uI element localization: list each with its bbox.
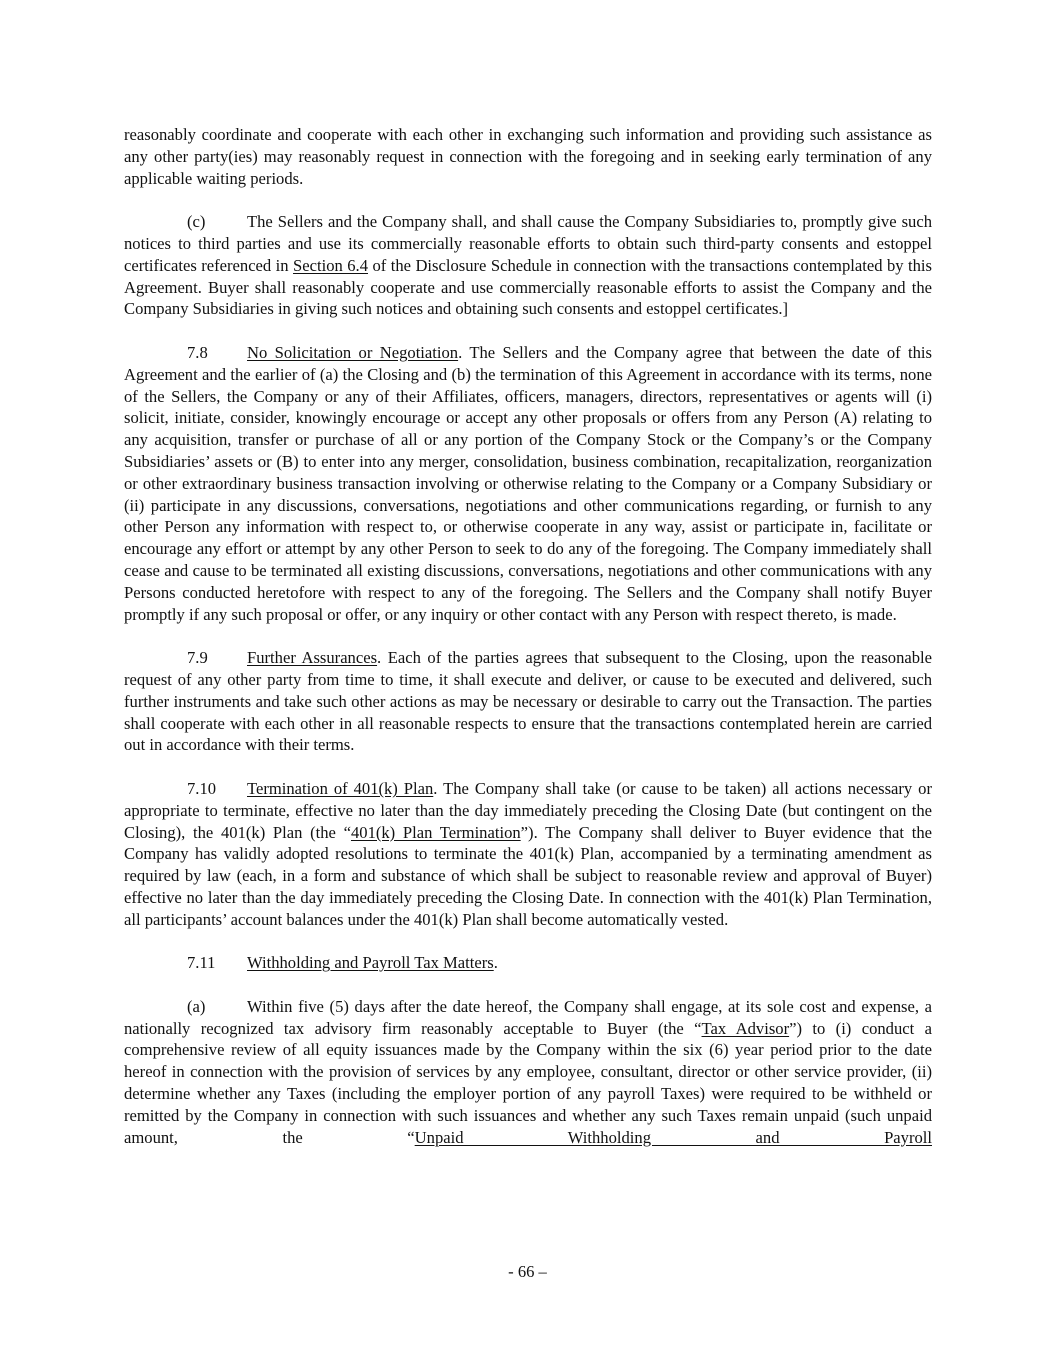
section-7-11 [124, 952, 932, 974]
paragraph-text: ”) to (i) conduct a comprehensive review of all equity issuances made by the Company within the six (6) year period prior to the date hereof in connection with the provision of services by any employee, consultant, director or other service provider, (ii) determine whether any Taxes (including the employer portion of any payroll Taxes) were required to be withheld or remitted by the Company in connection with such issuances and whether any such Taxes remain unpaid (such unpaid amount, the “ [124, 1018, 932, 1147]
defined-term: 401(k) Plan Termination [350, 822, 521, 842]
paragraph-text: ”). The Company shall deliver to Buyer evidence that the Company has validly adopted resolutions to terminate the 401(k) Plan, accompanied by a terminating amendment as required by law (each, in a form and substance of which shall be subject to reasonable review and approval of Buyer) effective no later than the day immediately preceding the Closing Date. In connection with the 401(k) Plan Termination, all participants’ account balances under the 401(k) Plan shall become automatically vested. [124, 822, 932, 929]
section-number: 7.9 [187, 648, 208, 668]
section-reference-link[interactable]: Section 6.4 [293, 255, 368, 275]
paragraph-c [124, 211, 932, 320]
paragraph-a [124, 996, 932, 1149]
page-number: - 66 – [508, 1262, 547, 1281]
section-number: 7.11 [187, 953, 216, 973]
section-heading: No Solicitation or Negotiation [247, 342, 459, 362]
paragraph-text: . The Company shall take (or cause to be taken) all actions necessary or appropriate to terminate, effective no later than the day immediately preceding the Closing Date (but contingent on the Closing), the 401(k) Plan (the “ [124, 778, 932, 842]
paragraph-intro [124, 124, 932, 189]
section-7-9 [124, 647, 932, 756]
section-heading: Termination of 401(k) Plan [247, 778, 434, 798]
paragraph-text: . The Sellers and the Company agree that between the date of this Agreement and the earlier of (a) the Closing and (b) the termination of this Agreement in accordance with its terms, none of the Sellers, the Company or any of their Affiliates, officers, managers, directors, representatives or agents will (i) solicit, initiate, consider, knowingly encourage or accept any other proposals or offers from any Person (A) relating to any acquisition, transfer or purchase of all or any portion of the Company Stock or the Company’s or the Company Subsidiaries’ assets or (B) to enter into any merger, consolidation, business combination, recapitalization, reorganization or other extraordinary business transaction involving or otherwise relating to the Company or a Company Subsidiary or (ii) participate in any discussions, conversations, negotiations and other communications regarding, or furnish to any other Person any information with respect to, or otherwise cooperate in any way, assist or participate in, facilitate or encourage any effort or attempt by any other Person to seek to do any of the foregoing. The Company immediately shall cease and cause to be terminated all existing discussions, conversations, negotiations and other communications with any Persons conducted heretofore with respect to any of the foregoing. The Sellers and the Company shall notify Buyer promptly if any such proposal or offer, or any inquiry or other contact with any Person with respect thereto, is made. [124, 342, 932, 624]
document-page [124, 124, 932, 1170]
clause-label: (a) [187, 996, 206, 1016]
defined-term: Tax Advisor [701, 1018, 790, 1038]
paragraph-text: reasonably coordinate and cooperate with each other in exchanging such information and providing such assistance as any other party(ies) may reasonably request in connection with the foregoing and in seeking early termination of any applicable waiting periods. [124, 125, 932, 188]
section-heading: Further Assurances [247, 648, 378, 668]
defined-term: Unpaid Withholding and Payroll [414, 1127, 932, 1147]
section-number: 7.10 [187, 778, 217, 798]
paragraph-text: of the Disclosure Schedule in connection with the transactions contemplated by this Agreement. Buyer shall reasonably cooperate and use commercially reasonable efforts to assist the Company and the Company Subsidiaries in giving such notices and obtaining such consents and estoppel certificates.] [124, 255, 932, 319]
section-7-8 [124, 342, 932, 625]
section-7-10 [124, 778, 932, 931]
clause-label: (c) [187, 212, 206, 232]
section-number: 7.8 [187, 342, 208, 362]
heading-period: . [493, 953, 498, 973]
paragraph-text: . Each of the parties agrees that subsequent to the Closing, upon the reasonable request of any other party from time to time, it shall execute and deliver, or cause to be executed and delivered, such further instruments and take such other actions as may be necessary or desirable to carry out the Transaction. The parties shall cooperate with each other in all reasonable respects to ensure that the transactions contemplated herein are carried out in accordance with their terms. [124, 648, 933, 755]
paragraph-text: The Sellers and the Company shall, and shall cause the Company Subsidiaries to, promptly give such notices to third parties and use its commercially reasonable efforts to obtain such third-party consents and estoppel certificates referenced in [124, 212, 932, 275]
paragraph-text: Within five (5) days after the date hereof, the Company shall engage, at its sole cost and expense, a nationally recognized tax advisory firm reasonably acceptable to Buyer (the “ [124, 996, 932, 1038]
section-heading: Withholding and Payroll Tax Matters [247, 953, 494, 973]
